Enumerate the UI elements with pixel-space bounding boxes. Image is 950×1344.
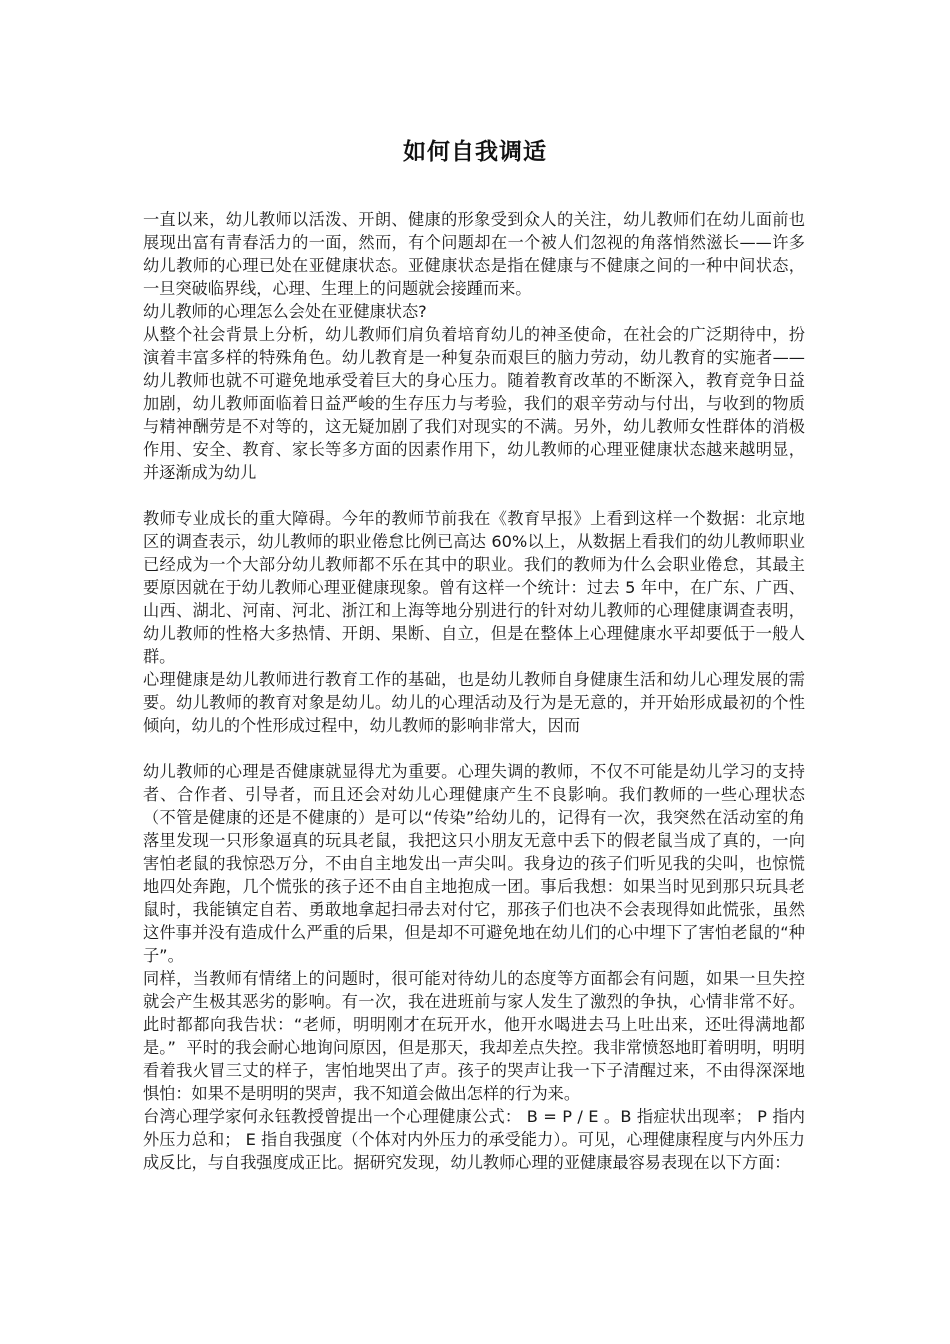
- paragraph-emotion-story: 同样，当教师有情绪上的问题时，很可能对待幼儿的态度等方面都会有问题，如果一旦失控就会产生极其恶劣的影响。有一次，我在进班前与家人发生了激烈的争执，心情非常不好。此时都都向我告状：“老师，明明刚才在玩开水，他开水喝进去马上吐出来，还吐得满地都是。” 平时的我会耐心地询问原因，但是那天，我却差点失控。我非常愤怒地盯着明明，明明看着我火冒三丈的样子，害怕地哭出了声。孩子的哭声让我一下子清醒过来，不由得深深地惧怕：如果不是明明的哭声，我不知道会做出怎样的行为来。: [143, 969, 805, 1103]
- paragraph-toy-mouse-story: 幼儿教师的心理是否健康就显得尤为重要。心理失调的教师，不仅不可能是幼儿学习的支持者、合作者、引导者，而且还会对幼儿心理健康产生不良影响。我们教师的一些心理状态（不管是健康的还是不健康的）是可以“传染”给幼儿的，记得有一次，我突然在活动室的角落里发现一只形象逼真的玩具老鼠，我把这只小朋友无意中丢下的假老鼠当成了真的，一向害怕老鼠的我惊恐万分，不由自主地发出一声尖叫。我身边的孩子们听见我的尖叫，也惊慌地四处奔跑，几个慌张的孩子还不由自主地抱成一团。事后我想：如果当时见到那只玩具老鼠时，我能镇定自若、勇敢地拿起扫帚去对付它，那孩子们也决不会表现得如此慌张，虽然这件事并没有造成什么严重的后果，但是却不可避免地在幼儿们的心中埋下了害怕老鼠的“种子”。: [143, 762, 805, 965]
- document-body: [143, 208, 805, 1174]
- paragraph-survey: 教师专业成长的重大障碍。今年的教师节前我在《教育早报》上看到这样一个数据：北京地区的调查表示，幼儿教师的职业倦怠比例已高达 60%以上，从数据上看我们的幼儿教师职业已经成为一个大部分幼儿教师都不乐在其中的职业。我们的教师为什么会职业倦怠，其最主要原因就在于幼儿教师心理亚健康现象。曾有这样一个统计：过去 5 年中，在广东、广西、山西、湖北、河南、河北、浙江和上海等地分别进行的针对幼儿教师的心理健康调查表明，幼儿教师的性格大多热情、开朗、果断、自立，但是在整体上心理健康水平却要低于一般人群。: [143, 509, 805, 666]
- document-title: 如何自我调适: [403, 139, 547, 165]
- paragraph-intro: 一直以来，幼儿教师以活泼、开朗、健康的形象受到众人的关注，幼儿教师们在幼儿面前也展现出富有青春活力的一面，然而，有个问题却在一个被人们忽视的角落悄然滋长——许多幼儿教师的心理已处在亚健康状态。亚健康状态是指在健康与不健康之间的一种中间状态，一旦突破临界线，心理、生理上的问题就会接踵而来。: [143, 210, 805, 298]
- paragraph-mental-health-basis: 心理健康是幼儿教师进行教育工作的基础，也是幼儿教师自身健康生活和幼儿心理发展的需要。幼儿教师的教育对象是幼儿。幼儿的心理活动及行为是无意的，并开始形成最初的个性倾向，幼儿的个性形成过程中，幼儿教师的影响非常大，因而: [143, 670, 805, 735]
- paragraph-spacer: [143, 737, 805, 760]
- paragraph-formula: 台湾心理学家何永钰教授曾提出一个心理健康公式： B = P / E 。B 指症状出现率； P 指内外压力总和； E 指自我强度（个体对内外压力的承受能力）。可见，心理健康程度与内外压力成反比，与自我强度成正比。据研究发现，幼儿教师心理的亚健康最容易表现在以下方面：: [143, 1107, 805, 1172]
- paragraph-question: 幼儿教师的心理怎么会处在亚健康状态?: [143, 302, 427, 321]
- paragraph-spacer: [143, 484, 805, 507]
- paragraph-social-background: 从整个社会背景上分析，幼儿教师们肩负着培育幼儿的神圣使命，在社会的广泛期待中，扮演着丰富多样的特殊角色。幼儿教育是一种复杂而艰巨的脑力劳动，幼儿教育的实施者——幼儿教师也就不可避免地承受着巨大的身心压力。随着教育改革的不断深入，教育竞争日益加剧，幼儿教师面临着日益严峻的生存压力与考验，我们的艰辛劳动与付出，与收到的物质与精神酬劳是不对等的，这无疑加剧了我们对现实的不满。另外，幼儿教师女性群体的消极作用、安全、教育、家长等多方面的因素作用下，幼儿教师的心理亚健康状态越来越明显，并逐渐成为幼儿: [143, 325, 805, 482]
